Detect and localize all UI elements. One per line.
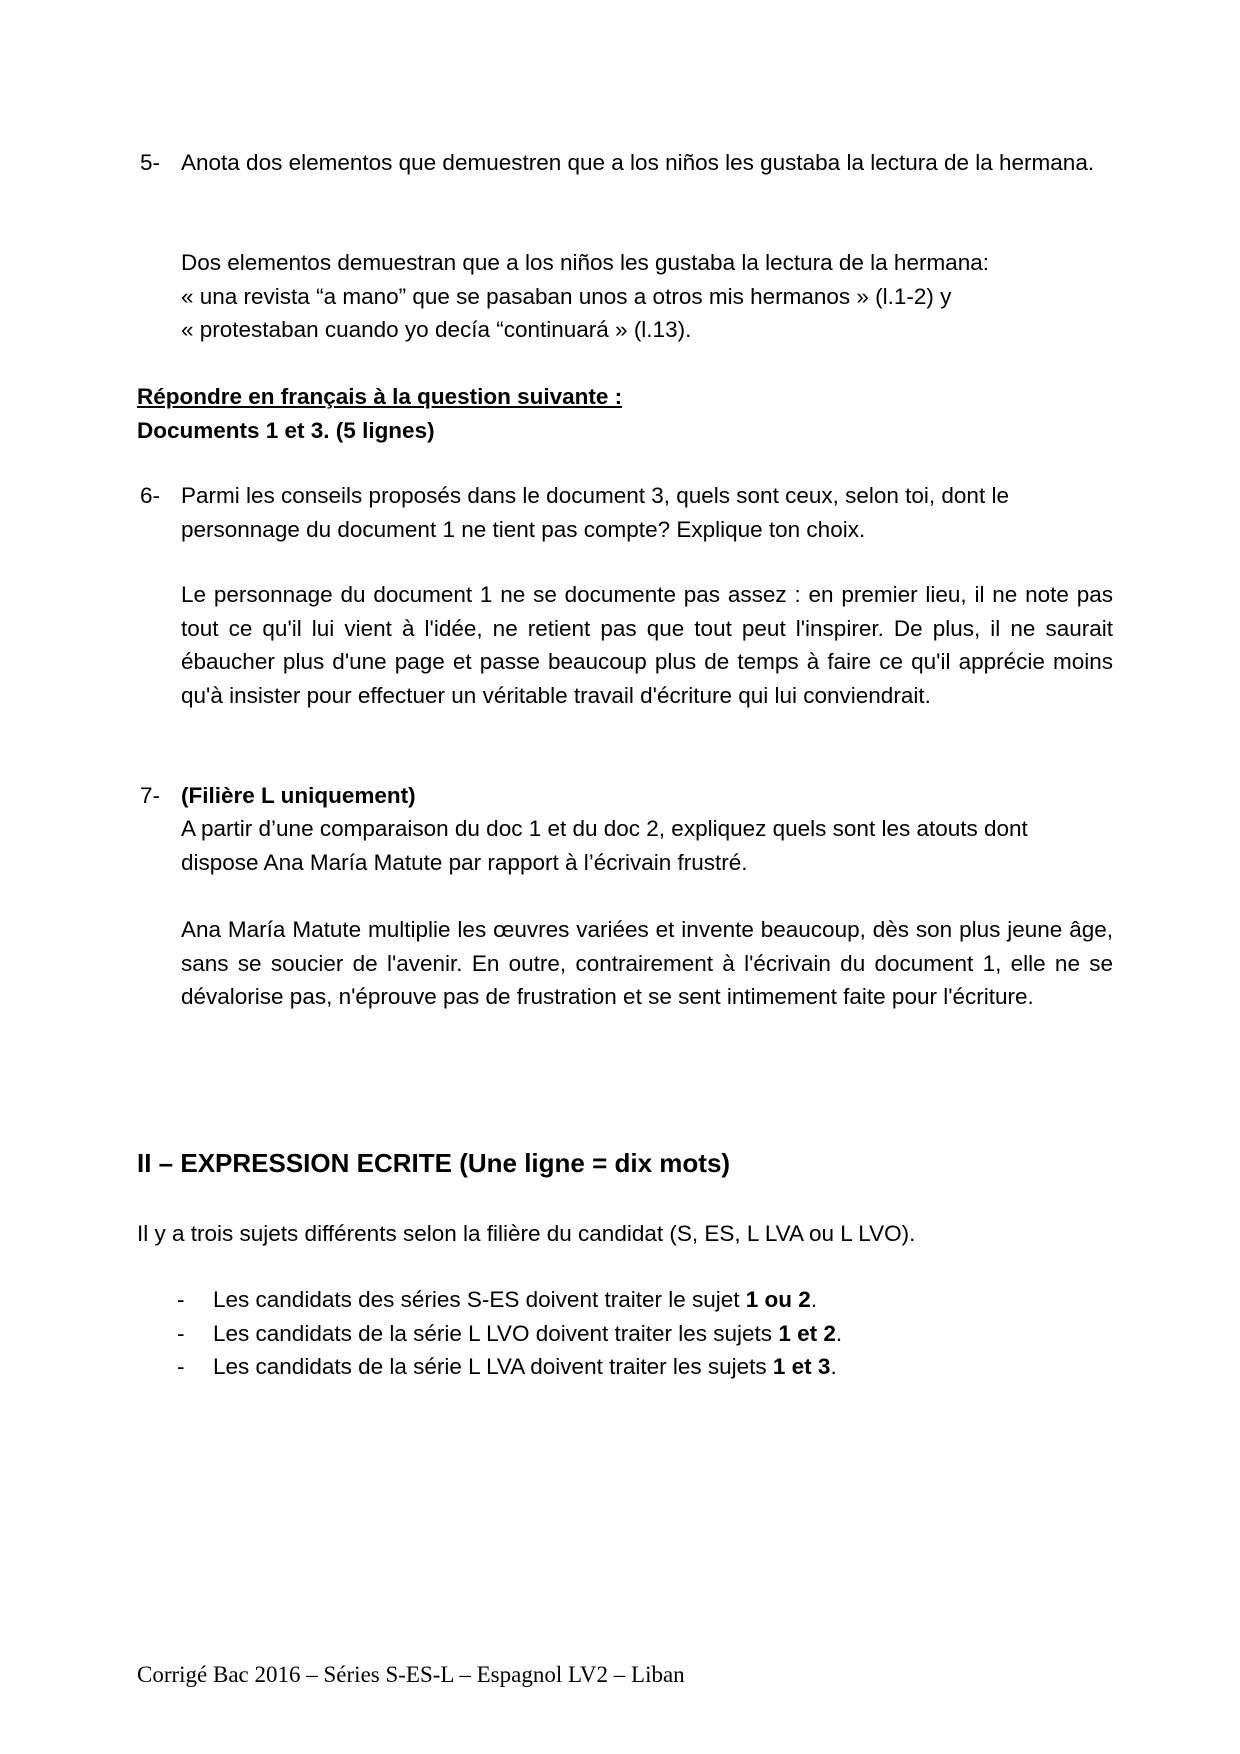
page-footer: Corrigé Bac 2016 – Séries S-ES-L – Espagnol LV2 – Liban [137, 1662, 685, 1687]
question-number: 6- [140, 483, 161, 508]
answer: Le personnage du document 1 ne se documente pas assez : en premier lieu, il ne note pas tout ce qu'il lui vient à l'idée, ne retient pas que tout peut l'inspirer. De plus, il ne saurait ébaucher plus d'une page et passe beaucoup plus de temps à faire ce qu'il apprécie moins qu'à insister pour effectuer un véritable travail d'écriture qui lui conviendrait. [181, 582, 1113, 708]
item-end: . [835, 1321, 843, 1346]
question-text: Parmi les conseils proposés dans le document 3, quels sont ceux, selon toi, dont le personnage du document 1 ne tient pas compte? Explique ton choix. [181, 483, 1009, 542]
item-bold: 1 ou 2 [745, 1287, 811, 1312]
question-label: (Filière L uniquement) [181, 783, 416, 808]
bullet-dash: - [177, 1354, 185, 1379]
question-number: 7- [140, 783, 161, 808]
instruction-heading: Répondre en français à la question suivante : [137, 384, 623, 409]
bullet-dash: - [177, 1321, 185, 1346]
item-end: . [830, 1354, 837, 1379]
section-instruction [137, 380, 622, 447]
question-number: 5- [140, 150, 161, 175]
answer-line: Dos elementos demuestran que a los niños les gustaba la lectura de la hermana: [181, 250, 989, 275]
item-bold: 1 et 2 [778, 1321, 836, 1346]
item-end: . [810, 1287, 818, 1312]
section-intro: Il y a trois sujets différents selon la filière du candidat (S, ES, L LVA ou L LVO). [137, 1221, 916, 1246]
answer-line: « protestaban cuando yo decía “continuará » (l.13). [181, 317, 692, 342]
documents-label: Documents 1 et 3. (5 lignes) [137, 417, 435, 443]
answer: Ana María Matute multiplie les œuvres variées et invente beaucoup, dès son plus jeune âge, sans se soucier de l'avenir. En outre, contrairement à l'écrivain du document 1, elle ne se dévalorise pas, n'éprouve pas de frustration et se sent intimement faite pour l'écriture. [181, 917, 1113, 1009]
item-text: Les candidats de la série L LVO doivent traiter les sujets [213, 1321, 779, 1346]
bullet-dash: - [177, 1287, 185, 1312]
item-bold: 1 et 3 [772, 1354, 831, 1379]
item-text: Les candidats de la série L LVA doivent traiter les sujets [213, 1354, 773, 1379]
answer [181, 246, 1113, 347]
answer-line: « una revista “a mano” que se pasaban unos a otros mis hermanos » (l.1-2) y [181, 283, 952, 309]
question-text: A partir d’une comparaison du doc 1 et du doc 2, expliquez quels sont les atouts dont dispose Ana María Matute par rapport à l’écrivain frustré. [181, 816, 1028, 875]
item-text: Les candidats des séries S-ES doivent traiter le sujet [213, 1287, 746, 1312]
section-heading: II – EXPRESSION ECRITE (Une ligne = dix mots) [137, 1148, 731, 1178]
question-text: Anota dos elementos que demuestren que a los niños les gustaba la lectura de la hermana. [181, 150, 1095, 175]
